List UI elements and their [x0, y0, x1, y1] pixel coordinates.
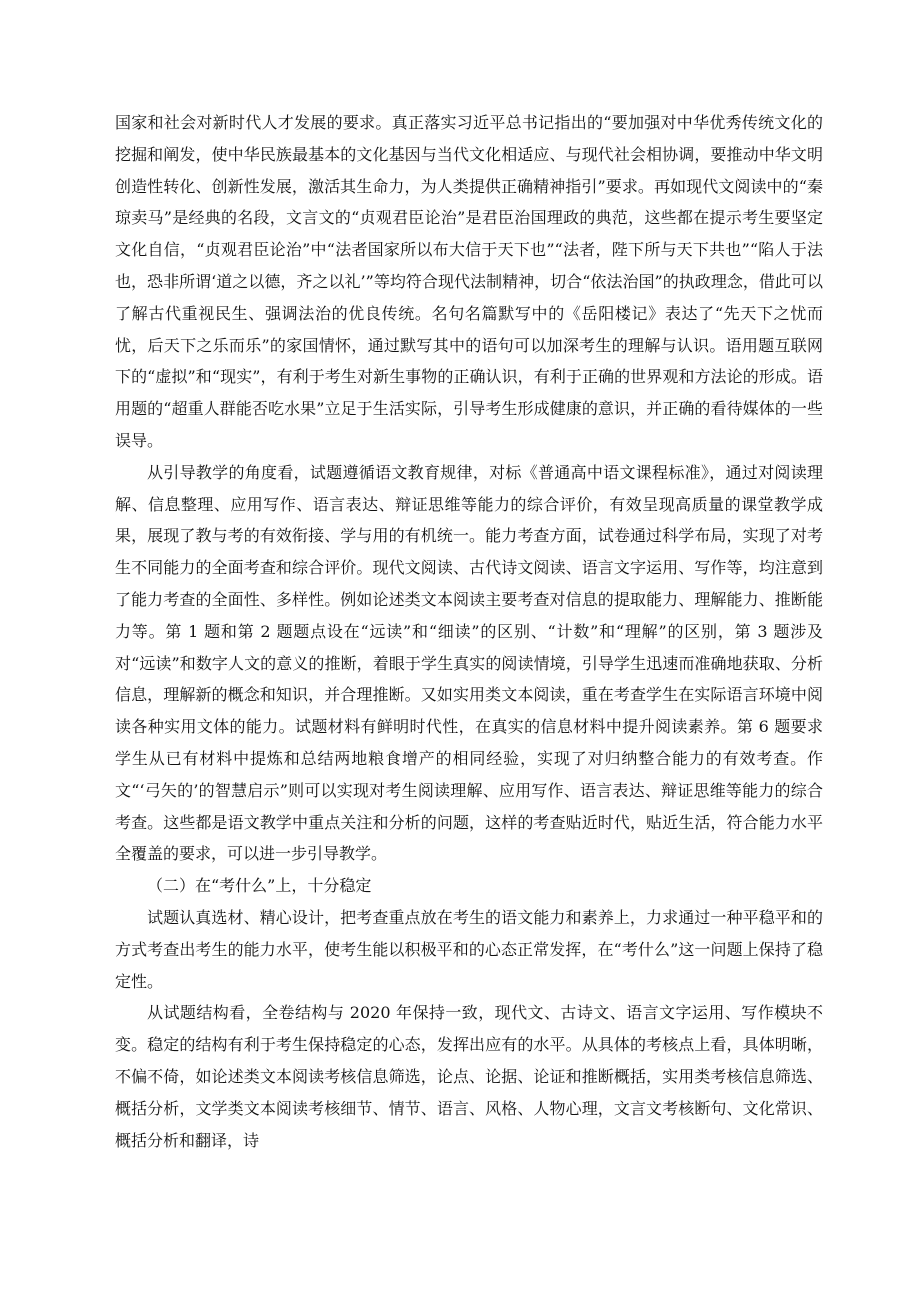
document-body: [115, 107, 823, 1156]
paragraph-1: 国家和社会对新时代人才发展的要求。真正落实习近平总书记指出的“要加强对中华优秀传统文化的挖掘和阐发，使中华民族最基本的文化基因与当代文化相适应、与现代社会相协调，要推动中华文明创造性转化、创新性发展，激活其生命力，为人类提供正确精神指引”要求。再如现代文阅读中的“秦琼卖马”是经典的名段，文言文的“贞观君臣论治”是君臣治国理政的典范，这些都在提示考生要坚定文化自信，“贞观君臣论治”中“法者国家所以布大信于天下也”“法者，陛下所与天下共也”“陷人于法也，恐非所谓‘道之以德，齐之以礼’”等均符合现代法制精神，切合“依法治国”的执政理念，借此可以了解古代重视民生、强调法治的优良传统。名句名篇默写中的《岳阳楼记》表达了“先天下之忧而忧，后天下之乐而乐”的家国情怀，通过默写其中的语句可以加深考生的理解与认识。语用题互联网下的“虚拟”和“现实”，有利于考生对新生事物的正确认识，有利于正确的世界观和方法论的形成。语用题的“超重人群能否吃水果”立足于生活实际，引导考生形成健康的意识，并正确的看待媒体的一些误导。: [115, 113, 823, 450]
paragraph-4: 从试题结构看，全卷结构与 2020 年保持一致，现代文、古诗文、语言文字运用、写作模块不变。稳定的结构有利于考生保持稳定的心态，发挥出应有的水平。从具体的考核点上看，具体明晰，不偏不倚，如论述类文本阅读考核信息筛选，论点、论据、论证和推断概括，实用类考核信息筛选、概括分析，文学类文本阅读考核细节、情节、语言、风格、人物心理，文言文考核断句、文化常识、概括分析和翻译，诗: [115, 1003, 823, 1150]
paragraph-3: 试题认真选材、精心设计，把考查重点放在考生的语文能力和素养上，力求通过一种平稳平和的方式考查出考生的能力水平，使考生能以积极平和的心态正常发挥，在“考什么”这一问题上保持了稳定性。: [115, 907, 823, 991]
paragraph-2: 从引导教学的角度看，试题遵循语文教育规律，对标《普通高中语文课程标准》，通过对阅读理解、信息整理、应用写作、语言表达、辩证思维等能力的综合评价，有效呈现高质量的课堂教学成果，展现了教与考的有效衔接、学与用的有机统一。能力考查方面，试卷通过科学布局，实现了对考生不同能力的全面考查和综合评价。现代文阅读、古代诗文阅读、语言文字运用、写作等，均注意到了能力考查的全面性、多样性。例如论述类文本阅读主要考查对信息的提取能力、理解能力、推断能力等。第 1 题和第 2 题题点设在“远读”和“细读”的区别、“计数”和“理解”的区别，第 3 题涉及对“远读”和数字人文的意义的推断，着眼于学生真实的阅读情境，引导学生迅速而准确地获取、分析信息，理解新的概念和知识，并合理推断。又如实用类文本阅读，重在考查学生在实际语言环境中阅读各种实用文体的能力。试题材料有鲜明时代性，在真实的信息材料中提升阅读素养。第 6 题要求学生从已有材料中提炼和总结两地粮食增产的相同经验，实现了对归纳整合能力的有效考查。作文“‘弓矢的’的智慧启示”则可以实现对考生阅读理解、应用写作、语言表达、辩证思维等能力的综合考查。这些都是语文教学中重点关注和分析的问题，这样的考查贴近时代，贴近生活，符合能力水平全覆盖的要求，可以进一步引导教学。: [115, 462, 823, 864]
section-heading: （二）在“考什么”上，十分稳定: [147, 876, 372, 896]
